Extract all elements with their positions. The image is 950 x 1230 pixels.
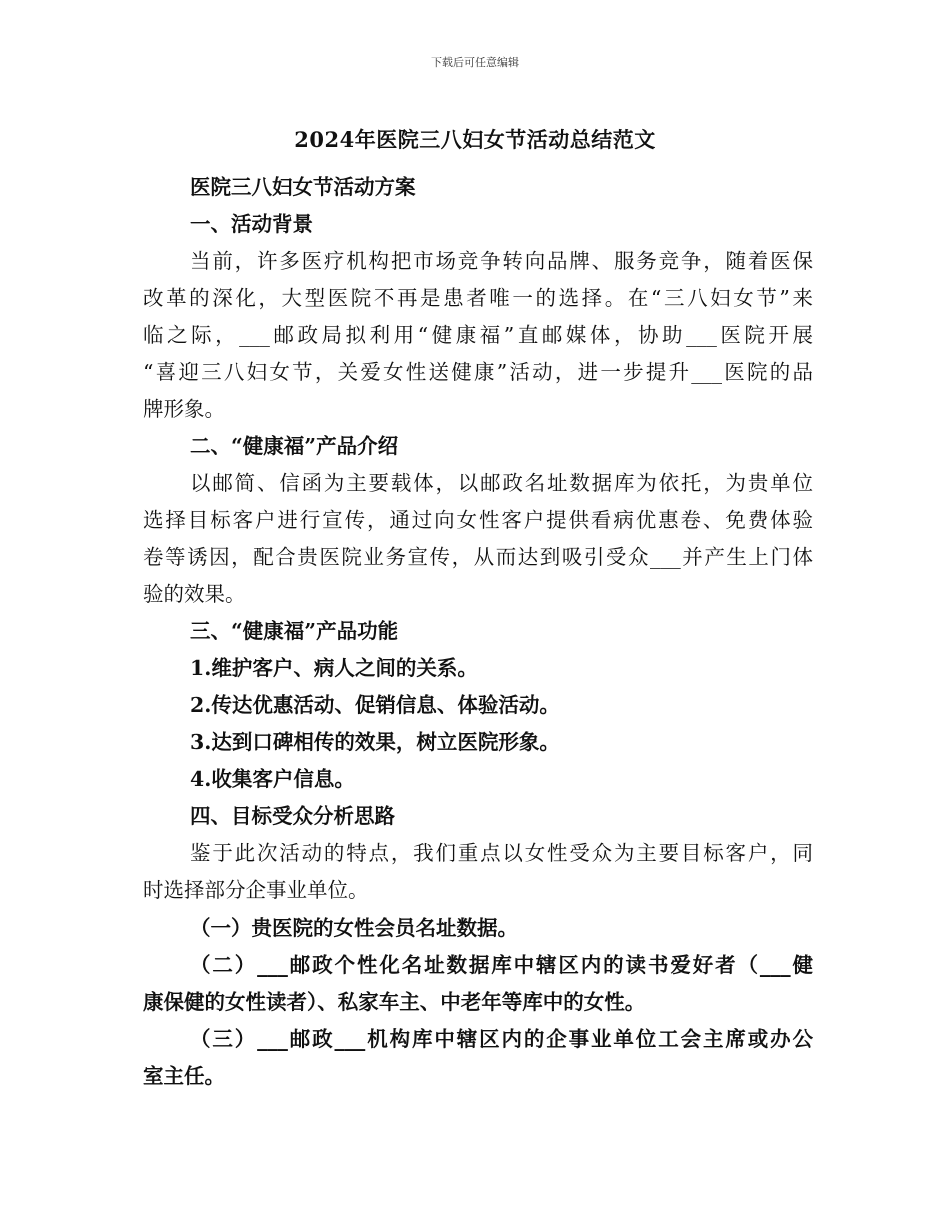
list-item: （一）贵医院的女性会员名址数据。 <box>190 916 518 940</box>
header-note: 下载后可任意编辑 <box>431 56 519 69</box>
paragraph-line: 康保健的女性读者）、私家车主、中老年等库中的女性。 <box>143 990 646 1014</box>
paragraph-line: 时选择部分企事业单位。 <box>143 878 369 902</box>
section-heading: 二、“健康福”产品介绍 <box>190 434 399 458</box>
section-heading: 四、目标受众分析思路 <box>190 804 395 828</box>
list-item: （二）___邮政个性化名址数据库中辖区内的读书爱好者（___健 <box>190 953 813 977</box>
section-heading: 一、活动背景 <box>190 212 313 236</box>
paragraph-line: 选择目标客户进行宣传，通过向女性客户提供看病优惠卷、免费体验 <box>143 508 813 532</box>
paragraph-line: 室主任。 <box>143 1064 225 1088</box>
paragraph-line: 临之际，___邮政局拟利用“健康福”直邮媒体，协助___医院开展 <box>143 323 813 347</box>
list-item: 1.维护客户、病人之间的关系。 <box>190 656 478 680</box>
document-title: 2024年医院三八妇女节活动总结范文 <box>294 127 656 152</box>
paragraph-line: 卷等诱因，配合贵医院业务宣传，从而达到吸引受众___并产生上门体 <box>143 545 813 569</box>
list-item: 4.收集客户信息。 <box>190 767 355 791</box>
paragraph-line: 当前，许多医疗机构把市场竞争转向品牌、服务竞争，随着医保 <box>190 249 813 273</box>
section-heading: 三、“健康福”产品功能 <box>190 619 399 643</box>
list-item: 2.传达优惠活动、促销信息、体验活动。 <box>190 693 560 717</box>
section-heading: 医院三八妇女节活动方案 <box>190 175 416 199</box>
paragraph-line: 验的效果。 <box>143 582 246 606</box>
list-item: （三）___邮政___机构库中辖区内的企事业单位工会主席或办公 <box>190 1027 813 1051</box>
list-item: 3.达到口碑相传的效果，树立医院形象。 <box>190 730 560 754</box>
paragraph-line: 牌形象。 <box>143 397 225 421</box>
paragraph-line: 以邮简、信函为主要载体，以邮政名址数据库为依托，为贵单位 <box>190 471 813 495</box>
paragraph-line: 改革的深化，大型医院不再是患者唯一的选择。在“三八妇女节”来 <box>143 286 813 310</box>
paragraph-line: 鉴于此次活动的特点，我们重点以女性受众为主要目标客户，同 <box>190 841 813 865</box>
paragraph-line: “喜迎三八妇女节，关爱女性送健康”活动，进一步提升___医院的品 <box>143 360 813 384</box>
